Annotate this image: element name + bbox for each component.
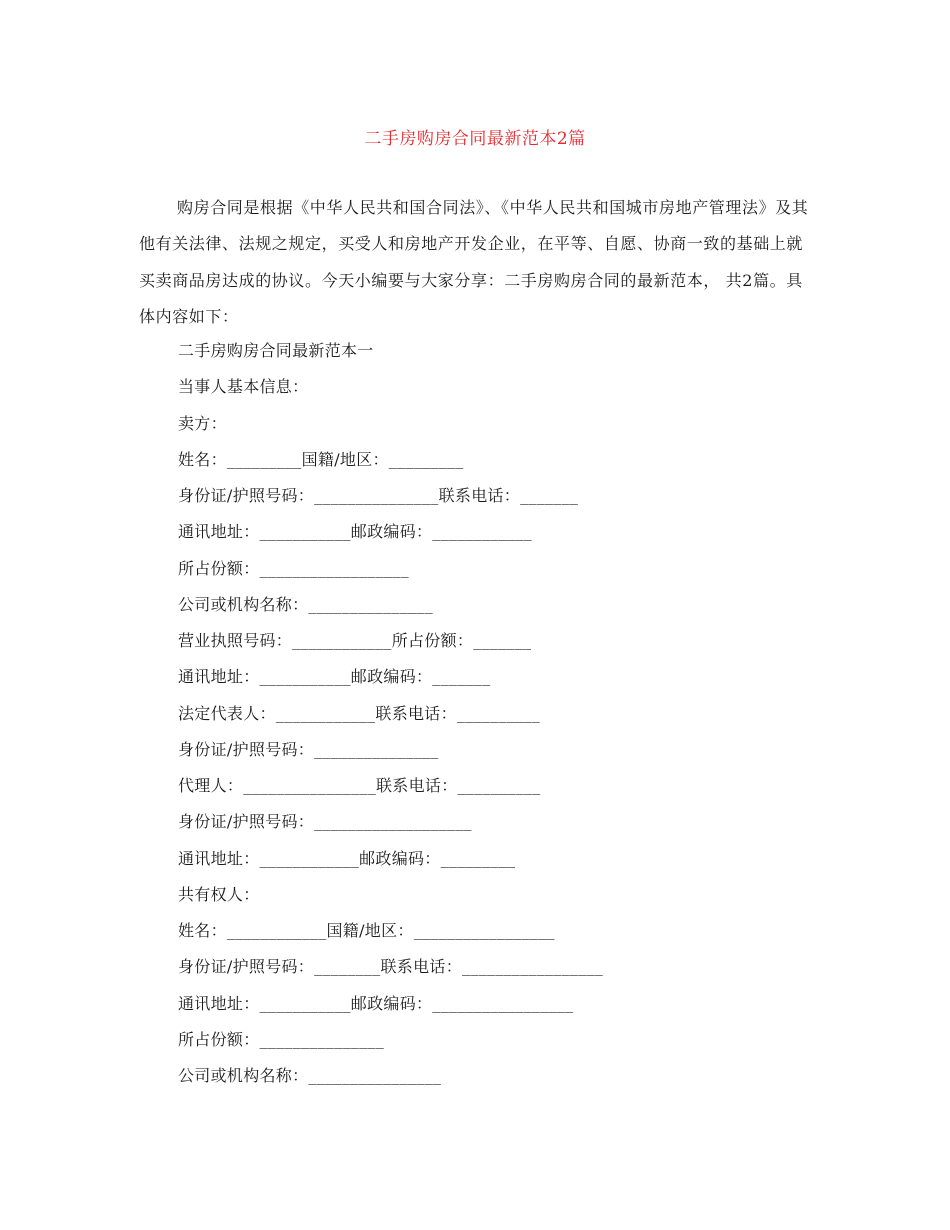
form-line: 营业执照号码：____________所占份额：_______ (178, 631, 532, 650)
form-line: 身份证/护照号码：________联系电话：_________________ (178, 957, 604, 977)
form-line: 共有权人： (178, 884, 260, 904)
form-line: 姓名：____________国籍/地区：_________________ (178, 921, 555, 940)
form-line: 身份证/护照号码：_______________ (178, 739, 439, 759)
form-line: 公司或机构名称：________________ (178, 1066, 442, 1085)
form-line: 通讯地址：___________邮政编码：_______ (178, 667, 491, 687)
document-title: 二手房购房合同最新范本2篇 (364, 129, 586, 149)
form-line: 通讯地址：___________邮政编码：____________ (178, 522, 532, 542)
form-line: 法定代表人：____________联系电话：__________ (178, 703, 540, 723)
form-line: 所占份额：__________________ (178, 558, 409, 578)
intro-paragraph: 购房合同是根据《中华人民共和国合同法》、《中华人民共和国城市房地产管理法》及其他有关法律、法规之规定，买受人和房地产开发企业，在平等、自愿、协商一致的基础上就买卖商品房达成的协议。今天小编要与大家分享：二手房购房合同的最新范本， 共2篇。具体内容如下： (139, 198, 809, 326)
section-heading: 二手房购房合同最新范本一 (178, 341, 374, 360)
form-line: 卖方： (178, 413, 227, 433)
form-line: 代理人：________________联系电话：__________ (178, 776, 541, 795)
form-line: 姓名：_________国籍/地区：_________ (178, 449, 464, 469)
form-line: 当事人基本信息： (178, 377, 309, 397)
form-line: 身份证/护照号码：___________________ (178, 812, 472, 832)
form-line: 通讯地址：___________邮政编码：_________________ (178, 993, 574, 1013)
form-line: 身份证/护照号码：_______________联系电话：_______ (178, 486, 579, 505)
contract-form-lines (178, 333, 838, 1094)
form-line: 公司或机构名称：_______________ (178, 594, 433, 614)
form-line: 所占份额：_______________ (178, 1029, 384, 1049)
form-line: 通讯地址：____________邮政编码：_________ (178, 848, 516, 868)
